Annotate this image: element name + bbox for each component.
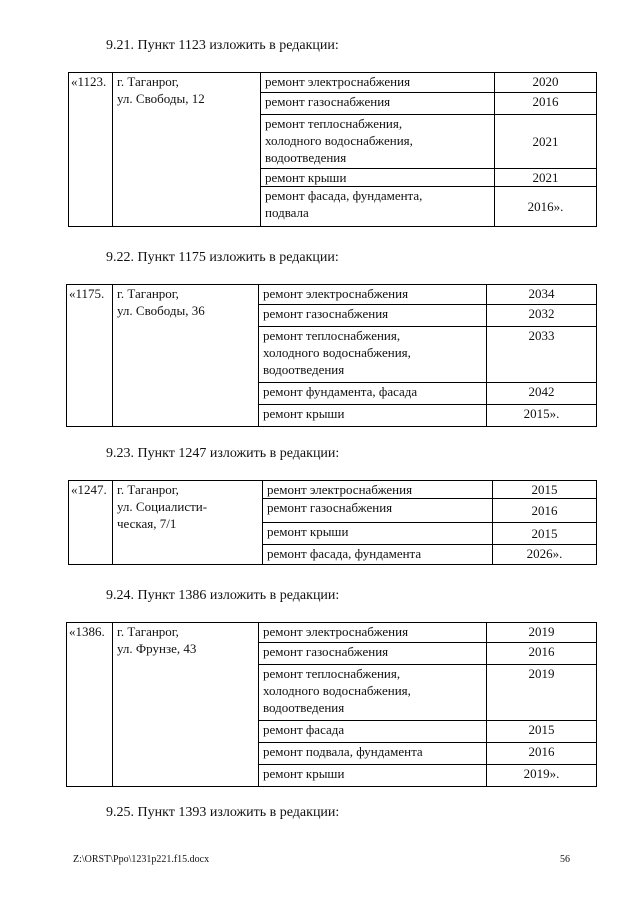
year-cell: 2042 xyxy=(487,383,597,405)
item-address: г. Таганрог, ул. Свободы, 12 xyxy=(113,73,261,227)
year-cell: 2019 xyxy=(487,623,597,643)
table-1175 xyxy=(66,284,597,427)
year-cell: 2034 xyxy=(487,285,597,305)
work-cell: ремонт электроснабжения xyxy=(263,481,493,499)
footer-page-number: 56 xyxy=(560,854,570,865)
year-cell: 2016 xyxy=(493,499,597,523)
work-cell: ремонт электроснабжения xyxy=(259,623,487,643)
table-1247 xyxy=(68,480,597,565)
work-cell: ремонт крыши xyxy=(259,405,487,427)
item-number: «1123. xyxy=(69,73,113,227)
work-cell: ремонт электроснабжения xyxy=(259,285,487,305)
item-number: «1247. xyxy=(69,481,113,565)
year-cell: 2033 xyxy=(487,327,597,383)
work-cell: ремонт крыши xyxy=(259,765,487,787)
table-1123 xyxy=(68,72,597,227)
footer-file-path: Z:\ORST\Ppo\1231p221.f15.docx xyxy=(73,854,210,865)
work-cell: ремонт теплоснабжения, холодного водоснабжения, водоотведения xyxy=(259,327,487,383)
item-address: г. Таганрог, ул. Свободы, 36 xyxy=(113,285,259,427)
year-cell: 2019». xyxy=(487,765,597,787)
work-cell: ремонт электроснабжения xyxy=(261,73,495,93)
item-number: «1175. xyxy=(67,285,113,427)
item-number: «1386. xyxy=(67,623,113,787)
heading-9-21: 9.21. Пункт 1123 изложить в редакции: xyxy=(106,38,339,53)
work-cell: ремонт подвала, фундамента xyxy=(259,743,487,765)
heading-9-24: 9.24. Пункт 1386 изложить в редакции: xyxy=(106,588,340,603)
year-cell: 2015 xyxy=(493,523,597,545)
work-cell: ремонт теплоснабжения, холодного водоснабжения, водоотведения xyxy=(261,115,495,169)
table-1386 xyxy=(66,622,597,787)
year-cell: 2020 xyxy=(495,73,597,93)
year-cell: 2032 xyxy=(487,305,597,327)
work-cell: ремонт газоснабжения xyxy=(259,305,487,327)
heading-9-25: 9.25. Пункт 1393 изложить в редакции: xyxy=(106,805,340,820)
work-cell: ремонт газоснабжения xyxy=(261,93,495,115)
year-cell: 2019 xyxy=(487,665,597,721)
work-cell: ремонт фасада xyxy=(259,721,487,743)
year-cell: 2021 xyxy=(495,169,597,187)
work-cell: ремонт фундамента, фасада xyxy=(259,383,487,405)
year-cell: 2016». xyxy=(495,187,597,227)
year-cell: 2016 xyxy=(487,643,597,665)
work-cell: ремонт теплоснабжения, холодного водоснабжения, водоотведения xyxy=(259,665,487,721)
year-cell: 2016 xyxy=(495,93,597,115)
year-cell: 2015». xyxy=(487,405,597,427)
heading-9-22: 9.22. Пункт 1175 изложить в редакции: xyxy=(106,250,339,265)
item-address: г. Таганрог, ул. Фрунзе, 43 xyxy=(113,623,259,787)
item-address: г. Таганрог, ул. Социалисти- ческая, 7/1 xyxy=(113,481,263,565)
year-cell: 2015 xyxy=(487,721,597,743)
year-cell: 2015 xyxy=(493,481,597,499)
work-cell: ремонт крыши xyxy=(263,523,493,545)
work-cell: ремонт крыши xyxy=(261,169,495,187)
work-cell: ремонт фасада, фундамента xyxy=(263,545,493,565)
year-cell: 2016 xyxy=(487,743,597,765)
work-cell: ремонт фасада, фундамента, подвала xyxy=(261,187,495,227)
heading-9-23: 9.23. Пункт 1247 изложить в редакции: xyxy=(106,446,340,461)
work-cell: ремонт газоснабжения xyxy=(259,643,487,665)
year-cell: 2021 xyxy=(495,115,597,169)
work-cell: ремонт газоснабжения xyxy=(263,499,493,523)
year-cell: 2026». xyxy=(493,545,597,565)
